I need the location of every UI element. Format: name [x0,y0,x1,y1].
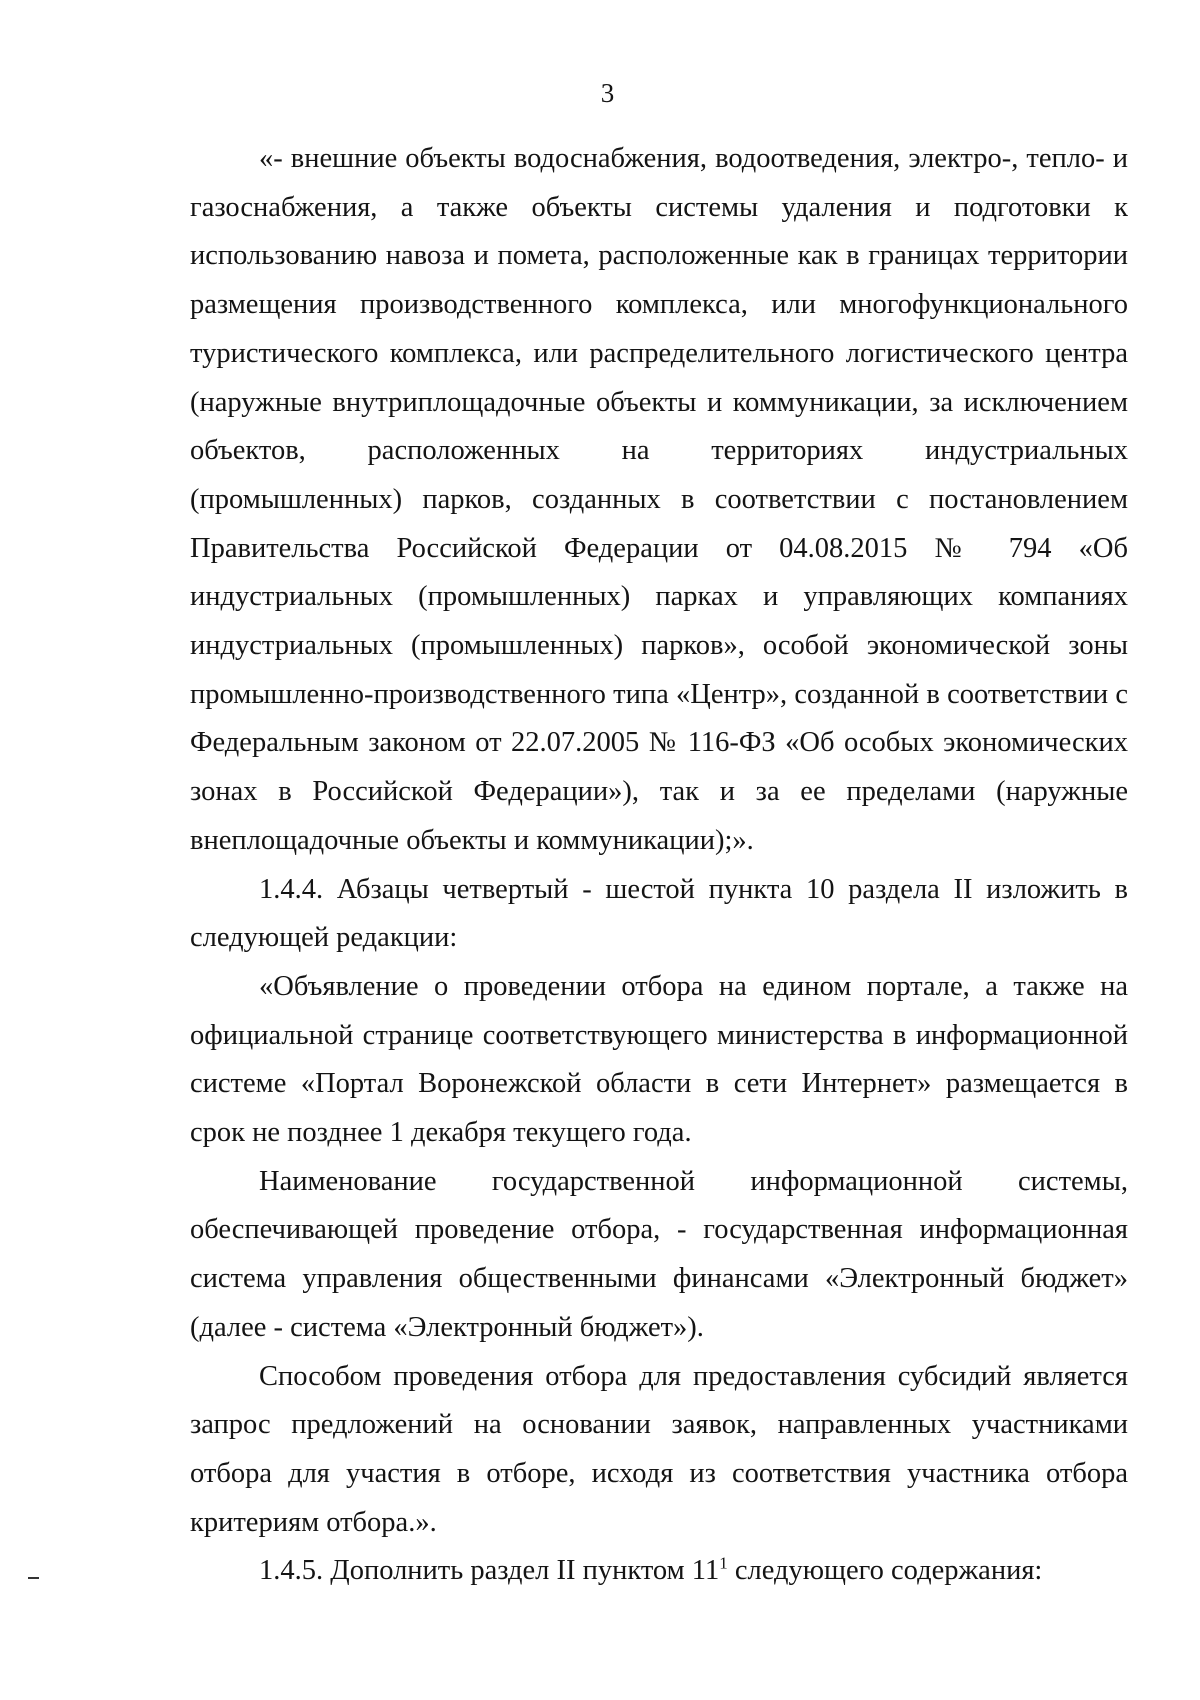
paragraph-objects-list: «- внешние объекты водоснабжения, водоотведения, электро-, тепло- и газоснабжения, а также объекты системы удаления и подготовки к использованию навоза и помета, расположенные как в границах территории размещения производственного комплекса, или многофункционального туристического комплекса, или распределительного логистического центра (наружные внутриплощадочные объекты и коммуникации, за исключением объектов, расположенных на территориях индустриальных (промышленных) парков, созданных в соответствии с постановлением Правительства Российской Федерации от 04.08.2015 № 794 «Об индустриальных (промышленных) парках и управляющих компаниях индустриальных (промышленных) парков», особой экономической зоны промышленно-производственного типа «Центр», созданной в соответствии с Федеральным законом от 22.07.2005 № 116-ФЗ «Об особых экономических зонах в Российской Федерации»), так и за ее пределами (наружные внеплощадочные объекты и коммуникации);». [190,143,1128,856]
margin-mark [28,1577,39,1579]
paragraph-announcement: «Объявление о проведении отбора на едином портале, а также на официальной странице соответствующего министерства в информационной системе «Портал Воронежской области в сети Интернет» размещается в срок не позднее 1 декабря текущего года. [190,970,1128,1149]
paragraph-1-4-5-text: 1.4.5. Дополнить раздел II пунктом 11 [259,1555,720,1587]
paragraph-information-system: Наименование государственной информационной системы, обеспечивающей проведение отбора, - государственная информационная система управления общественными финансами «Электронный бюджет» (далее - система «Электронный бюджет»). [190,1165,1128,1343]
paragraph-1-4-5-tail: следующего содержания: [727,1555,1043,1587]
paragraph-1-4-5 [190,1547,1128,1596]
paragraph-1-4-4: 1.4.4. Абзацы четвертый - шестой пункта 10 раздела II изложить в следующей редакции: [190,873,1128,954]
page-number: 3 [600,78,615,108]
document-body [190,135,1128,1596]
paragraph-selection-method: Способом проведения отбора для предоставления субсидий является запрос предложений на основании заявок, направленных участниками отбора для участия в отборе, исходя из соответствия участника отбора критериям отбора.». [190,1360,1128,1538]
superscript-index: 1 [719,1553,728,1573]
